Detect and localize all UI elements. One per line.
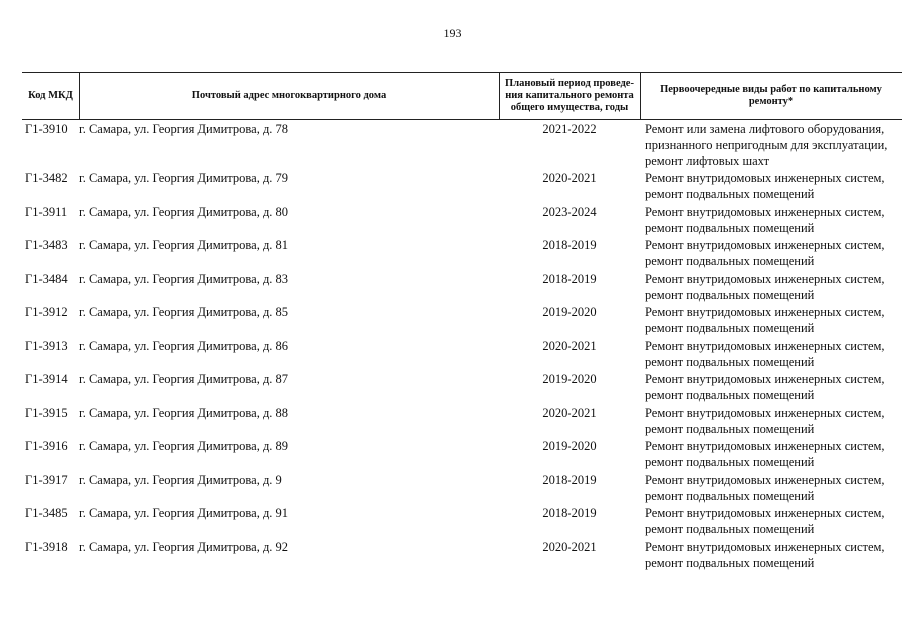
cell-code: Г1-3910 xyxy=(25,122,68,136)
cell-period: 2021-2022 xyxy=(542,122,597,136)
cell-address: г. Самара, ул. Георгия Димитрова, д. 88 xyxy=(79,405,289,420)
cell-works: Ремонт внутридомовых инженерных систем, ремонт подвальных помещений xyxy=(645,238,885,268)
cell-address: г. Самара, ул. Георгия Димитрова, д. 9 xyxy=(79,472,282,487)
cell-address: г. Самара, ул. Георгия Димитрова, д. 87 xyxy=(79,372,289,386)
cell-address: г. Самара, ул. Георгия Димитрова, д. 83 xyxy=(79,271,289,286)
header-code: Код МКД xyxy=(28,90,73,101)
cell-code: Г1-3917 xyxy=(25,472,68,487)
cell-code: Г1-3916 xyxy=(25,439,68,453)
cell-address: г. Самара, ул. Георгия Димитрова, д. 80 xyxy=(79,204,289,219)
table-row xyxy=(22,237,902,271)
cell-period: 2019-2020 xyxy=(542,439,597,453)
cell-address: г. Самара, ул. Георгия Димитрова, д. 86 xyxy=(79,338,289,353)
table-row xyxy=(22,505,902,539)
table-row xyxy=(22,271,902,305)
cell-address: г. Самара, ул. Георгия Димитрова, д. 81 xyxy=(79,238,289,252)
cell-code: Г1-3914 xyxy=(25,372,68,386)
cell-address: г. Самара, ул. Георгия Димитрова, д. 78 xyxy=(79,122,289,136)
cell-period: 2018-2019 xyxy=(542,472,597,487)
cell-address: г. Самара, ул. Георгия Димитрова, д. 89 xyxy=(79,439,289,453)
cell-works: Ремонт внутридомовых инженерных систем, ремонт подвальных помещений xyxy=(645,305,885,335)
cell-works: Ремонт внутридомовых инженерных систем, ремонт подвальных помещений xyxy=(645,204,885,235)
cell-works: Ремонт внутридомовых инженерных систем, ремонт подвальных помещений xyxy=(645,171,885,201)
cell-period: 2020-2021 xyxy=(542,405,597,420)
cell-code: Г1-3915 xyxy=(25,405,68,420)
cell-period: 2020-2021 xyxy=(542,338,597,353)
cell-code: Г1-3483 xyxy=(25,238,68,252)
table-row xyxy=(22,539,902,573)
cell-works: Ремонт внутридомовых инженерных систем, ремонт подвальных помещений xyxy=(645,472,885,503)
cell-works: Ремонт внутридомовых инженерных систем, ремонт подвальных помещений xyxy=(645,338,885,369)
cell-address: г. Самара, ул. Георгия Димитрова, д. 92 xyxy=(79,539,289,554)
cell-works: Ремонт внутридомовых инженерных систем, ремонт подвальных помещений xyxy=(645,372,885,402)
cell-works: Ремонт внутридомовых инженерных систем, ремонт подвальных помещений xyxy=(645,539,885,570)
cell-code: Г1-3482 xyxy=(25,171,68,185)
table-row xyxy=(22,338,902,372)
cell-works: Ремонт внутридомовых инженерных систем, ремонт подвальных помещений xyxy=(645,271,885,302)
table-header xyxy=(22,72,902,120)
cell-period: 2019-2020 xyxy=(542,305,597,319)
cell-works: Ремонт внутридомовых инженерных систем, ремонт подвальных помещений xyxy=(645,506,885,536)
cell-code: Г1-3911 xyxy=(25,204,68,219)
cell-works: Ремонт внутридомовых инженерных систем, ремонт подвальных помещений xyxy=(645,439,885,469)
cell-address: г. Самара, ул. Георгия Димитрова, д. 85 xyxy=(79,305,289,319)
table-row xyxy=(22,204,902,238)
cell-address: г. Самара, ул. Георгия Димитрова, д. 91 xyxy=(79,506,289,520)
page-number: 193 xyxy=(443,26,462,40)
cell-period: 2020-2021 xyxy=(542,171,597,185)
cell-works: Ремонт внутридомовых инженерных систем, ремонт подвальных помещений xyxy=(645,405,885,436)
cell-code: Г1-3484 xyxy=(25,271,68,286)
table-row xyxy=(22,438,902,472)
table-row xyxy=(22,405,902,439)
cell-code: Г1-3912 xyxy=(25,305,68,319)
cell-address: г. Самара, ул. Георгия Димитрова, д. 79 xyxy=(79,171,289,185)
table-row xyxy=(22,472,902,506)
cell-period: 2023-2024 xyxy=(542,204,597,219)
header-period: Плановый период проведе-ния капитального ремонта общего имущества, годы xyxy=(505,78,634,113)
cell-period: 2018-2019 xyxy=(542,271,597,286)
table-row xyxy=(22,304,902,338)
cell-period: 2020-2021 xyxy=(542,539,597,554)
cell-code: Г1-3485 xyxy=(25,506,68,520)
table-row xyxy=(22,371,902,405)
table-row xyxy=(22,170,902,204)
table-row xyxy=(22,121,902,170)
cell-code: Г1-3913 xyxy=(25,338,68,353)
table-body xyxy=(22,121,902,572)
cell-works: Ремонт или замена лифтового оборудования, признанного непригодным для эксплуатации, ремонт лифтовых шахт xyxy=(645,122,888,168)
cell-code: Г1-3918 xyxy=(25,539,68,554)
header-works: Первоочередные виды работ по капитальному ремонту* xyxy=(660,84,882,107)
cell-period: 2018-2019 xyxy=(542,506,597,520)
cell-period: 2018-2019 xyxy=(542,238,597,252)
cell-period: 2019-2020 xyxy=(542,372,597,386)
header-address: Почтовый адрес многоквартирного дома xyxy=(191,90,387,101)
